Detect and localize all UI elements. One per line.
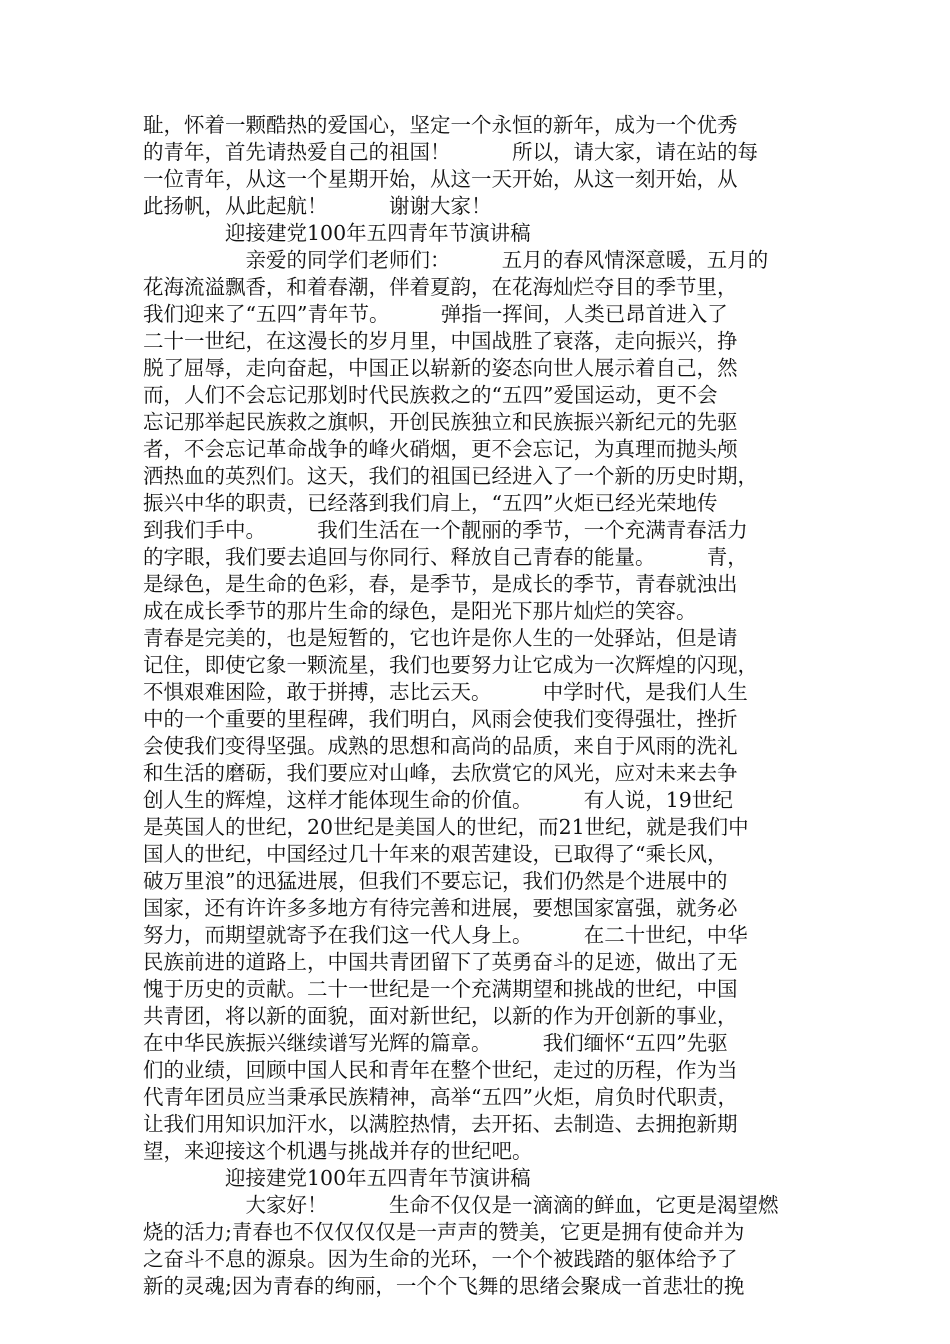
text-line: 振兴中华的职责，已经落到我们肩上，“五四”火炬已经光荣地传	[143, 491, 718, 515]
text-line: 国家，还有许许多多地方有待完善和进展，要想国家富强，就务必	[143, 896, 738, 920]
text-line: 者，不会忘记革命战争的峰火硝烟，更不会忘记，为真理而抛头颅	[143, 437, 738, 461]
text-line: 一位青年，从这一个星期开始，从这一天开始，从这一刻开始，从	[143, 167, 738, 191]
text-line: 耻，怀着一颗酷热的爱国心，坚定一个永恒的新年，成为一个优秀	[143, 113, 738, 137]
text-line: 大家好！ 生命不仅仅是一滴滴的鲜血，它更是渴望燃	[143, 1193, 779, 1217]
text-line: 我们迎来了“五四”青年节。 弹指一挥间，人类已昂首进入了	[143, 302, 728, 326]
text-line: 记住，即使它象一颗流星，我们也要努力让它成为一次辉煌的闪现，	[143, 653, 758, 677]
text-line: 不惧艰难困险，敢于拼搏，志比云天。 中学时代，是我们人生	[143, 680, 748, 704]
text-line: 让我们用知识加汗水，以满腔热情，去开拓、去制造、去拥抱新期	[143, 1112, 738, 1136]
text-line: 脱了屈辱，走向奋起，中国正以崭新的姿态向世人展示着自己，然	[143, 356, 738, 380]
text-line: 民族前进的道路上，中国共青团留下了英勇奋斗的足迹，做出了无	[143, 950, 738, 974]
text-line: 和生活的磨砺，我们要应对山峰，去欣赏它的风光，应对未来去争	[143, 761, 738, 785]
text-line: 努力，而期望就寄予在我们这一代人身上。 在二十世纪，中华	[143, 923, 748, 947]
text-line: 创人生的辉煌，这样才能体现生命的价值。 有人说，19世纪	[143, 788, 733, 812]
section-title: 迎接建党100年五四青年节演讲稿	[143, 221, 531, 245]
text-line: 洒热血的英烈们。这天，我们的祖国已经进入了一个新的历史时期，	[143, 464, 758, 488]
section-title: 迎接建党100年五四青年节演讲稿	[143, 1166, 531, 1190]
text-line: 愧于历史的贡献。二十一世纪是一个充满期望和挑战的世纪，中国	[143, 977, 738, 1001]
text-line: 国人的世纪，中国经过几十年来的艰苦建设，已取得了“乘长风，	[143, 842, 728, 866]
text-line: 在中华民族振兴继续谱写光辉的篇章。 我们缅怀“五四”先驱	[143, 1031, 728, 1055]
text-line: 成在成长季节的那片生命的绿色，是阳光下那片灿烂的笑容。	[143, 599, 697, 623]
text-line: 之奋斗不息的源泉。因为生命的光环，一个个被践踏的躯体给予了	[143, 1247, 738, 1271]
text-line: 亲爱的同学们老师们： 五月的春风情深意暖，五月的	[143, 248, 769, 272]
text-line: 是绿色，是生命的色彩，春，是季节，是成长的季节，青春就浊出	[143, 572, 738, 596]
text-line: 中的一个重要的里程碑，我们明白，风雨会使我们变得强壮，挫折	[143, 707, 738, 731]
text-line: 忘记那举起民族救之旗帜，开创民族独立和民族振兴新纪元的先驱	[143, 410, 738, 434]
text-line: 望，来迎接这个机遇与挑战并存的世纪吧。	[143, 1139, 533, 1163]
text-line: 会使我们变得坚强。成熟的思想和高尚的品质，来自于风雨的洗礼	[143, 734, 738, 758]
text-line: 青春是完美的，也是短暂的，它也许是你人生的一处驿站，但是请	[143, 626, 738, 650]
text-line: 新的灵魂;因为青春的绚丽，一个个飞舞的思绪会聚成一首悲壮的挽	[143, 1274, 745, 1298]
text-line: 二十一世纪，在这漫长的岁月里，中国战胜了衰落，走向振兴，挣	[143, 329, 738, 353]
text-line: 而，人们不会忘记那划时代民族救之的“五四”爱国运动，更不会	[143, 383, 718, 407]
text-line: 是英国人的世纪，20世纪是美国人的世纪，而21世纪，就是我们中	[143, 815, 749, 839]
text-line: 代青年团员应当秉承民族精神，高举“五四”火炬，肩负时代职责，	[143, 1085, 738, 1109]
text-line: 此扬帆，从此起航！ 谢谢大家！	[143, 194, 492, 218]
text-line: 花海流溢飘香，和着春潮，伴着夏韵，在花海灿烂夺目的季节里，	[143, 275, 738, 299]
text-line: 烧的活力;青春也不仅仅仅仅是一声声的赞美，它更是拥有使命并为	[143, 1220, 745, 1244]
text-line: 的青年，首先请热爱自己的祖国！ 所以，请大家，请在站的每	[143, 140, 758, 164]
text-line: 的字眼，我们要去追回与你同行、释放自己青春的能量。 青，	[143, 545, 748, 569]
text-line: 共青团，将以新的面貌，面对新世纪，以新的作为开创新的事业，	[143, 1004, 738, 1028]
text-line: 破万里浪”的迅猛进展，但我们不要忘记，我们仍然是个进展中的	[143, 869, 728, 893]
text-line: 到我们手中。 我们生活在一个靓丽的季节，一个充满青春活力	[143, 518, 748, 542]
text-line: 们的业绩，回顾中国人民和青年在整个世纪，走过的历程，作为当	[143, 1058, 738, 1082]
